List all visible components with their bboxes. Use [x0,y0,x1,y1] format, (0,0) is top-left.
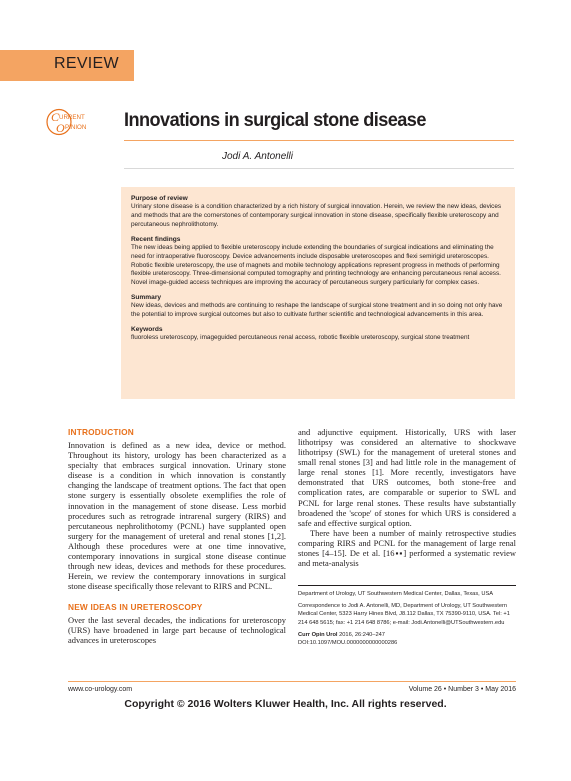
left-column [68,427,286,646]
introduction-text: Innovation is defined as a new idea, device or method. Throughout its history, urology has been characterized as a specialty that embraces surgical innovation. Urinary stone disease is a condition in which innovation is constantly changing the landscape of treatment options. The fact that open stone surgery is essentially obsolete exemplifies the role of innovation in the management of stone disease. Less morbid procedures such as retrograde intrarenal surgery (RIRS) and percutaneous nephrolithotomy (PCNL) have supplanted open surgery for the management of ureteral and renal stones [1,2]. Although these procedures were at one time innovative, contemporary innovations in surgical stone disease continue through new ideas, devices and methods for these procedures. Herein, we review the contemporary innovations in surgical stone disease specifically those relevant to RIRS and PCNL. [68,440,286,592]
keywords-heading: Keywords [131,326,163,334]
summary-heading: Summary [131,294,162,302]
journal-url[interactable]: www.co-urology.com [68,686,133,693]
section-label-bar [0,50,134,81]
summary-text: New ideas, devices and methods are continuing to reshape the landscape of surgical stone treatment and in so doing not only have the potential to improve surgical outcomes but also to cultivate further scientific and technological advancements in this area. [131,302,503,319]
findings-text: The new ideas being applied to flexible ureteroscopy include extending the boundaries of surgical indications and eliminating the need for intraoperative fluoroscopy. Device advancements include disposable ureteroscopes and flexi semirigid ureteroscopes. Robotic flexible ureteroscopy, the use of magnets and mobile technology applications represent progress in methods of performing flexible ureteroscopy. Three-dimensional computed tomography and printing technology are enhancing percutaneous renal access. Novel image-guided access techniques are improving the accuracy of percutaneous surgery particularly for complex cases. [131,243,501,287]
svg-text:O: O [56,121,65,135]
journal-citation [298,631,516,639]
doi: DOI:10.1097/MOU.0000000000000286 [298,640,398,647]
svg-text:PINION: PINION [65,124,87,131]
footnotes [298,585,516,651]
purpose-text: Urinary stone disease is a condition characterized by a rich history of surgical innovation. Herein, we review the new ideas, devices and methods that are the cornerstones of contemporary surgical innovation in stone disease, specifically flexible ureteroscopy and percutaneous nephrolithotomy. [131,203,502,228]
svg-text:URRENT: URRENT [59,114,85,121]
body-paragraph-2: There have been a number of mainly retrospective studies comparing RIRS and PCNL for the management of large renal stones [4–15]. De et al. [16▪▪] performed a systematic review and meta-analysis [298,527,516,569]
right-column [298,427,516,568]
keywords-text: fluoroless ureteroscopy, imageguided percutaneous renal access, robotic flexible ureteroscopy, surgical stone treatment [131,334,470,342]
author-rule [124,168,514,169]
journal-volume: 2016, 26:240–247 [337,631,385,638]
footer-rule [68,681,516,682]
journal-name: Curr Opin Urol [298,631,338,638]
current-opinion-logo [46,107,112,137]
author-name: Jodi A. Antonelli [222,151,293,162]
introduction-heading: INTRODUCTION [68,427,135,437]
body-paragraph-1: and adjunctive equipment. Historically, URS with laser lithotripsy was considered an alternative to shockwave lithotripsy (SWL) for the management of ureteral stones and small renal stones [3] and had little role in the management of large renal stones [1]. More recently, investigators have demonstrated that URS outcomes, both stone-free and complication rates, are comparable or superior to SWL and PCNL for large renal stones. These results have substantially broadened the 'scope' of stones for which URS is considered a safe and effective surgical option. [298,427,516,528]
findings-heading: Recent findings [131,235,181,243]
ureteroscopy-heading: NEW IDEAS IN URETEROSCOPY [68,602,203,613]
correspondence: Correspondence to Jodi A. Antonelli, MD, Department of Urology, UT Southwestern Medical Center, 5323 Harry Hines Blvd, J8.112 Dallas, TX 75390-9110, USA. Tel: +1 214 648 5615; fax: +1 214 648 8786; e-mail: Jodi.Antonelli@UTSouthwestern.edu [298,603,510,626]
affiliation: Department of Urology, UT Southwestern Medical Center, Dallas, Texas, USA [298,591,494,597]
svg-text:C: C [51,110,60,124]
abstract-box [121,187,515,399]
ureteroscopy-text: Over the last several decades, the indications for ureteroscopy (URS) have broadened in large part because of technological advances in ureteroscopes [68,615,286,646]
purpose-heading: Purpose of review [131,195,188,202]
section-label: REVIEW [54,55,119,72]
copyright-notice: Copyright © 2016 Wolters Kluwer Health, Inc. All rights reserved. [124,698,447,710]
volume-info: Volume 26 • Number 3 • May 2016 [408,686,516,693]
article-title: Innovations in surgical stone disease [124,109,426,131]
title-rule [124,140,514,141]
